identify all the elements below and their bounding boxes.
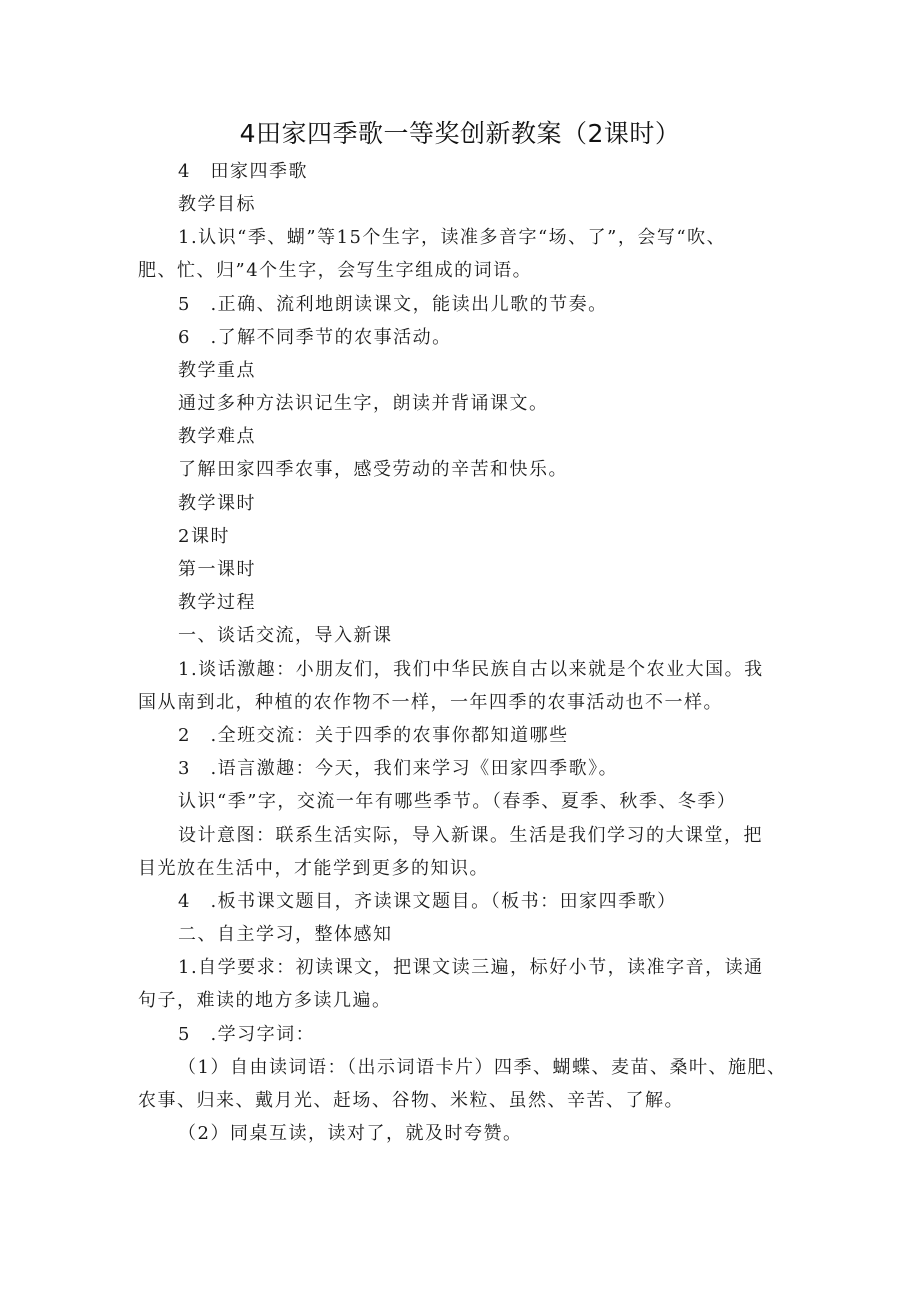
- design-intent-text-continued: 目光放在生活中，才能学到更多的知识。: [138, 858, 489, 879]
- objective-2: 5 .正确、流利地朗读课文，能读出儿歌的节奏。: [178, 294, 608, 315]
- section-heading-objectives: 教学目标: [178, 194, 256, 215]
- step-one-item-3: 3 .语言激趣：今天，我们来学习《田家四季歌》。: [178, 758, 619, 779]
- section-heading-process: 教学过程: [178, 592, 256, 613]
- document-title: 4田家四季歌一等奖创新教案（2课时）: [239, 119, 681, 148]
- step-two-heading: 二、自主学习，整体感知: [178, 924, 393, 945]
- step-one-item-1: 1.谈话激趣：小朋友们，我们中华民族自古以来就是个农业大国。我: [178, 659, 764, 680]
- section-heading-key-points: 教学重点: [178, 360, 256, 381]
- step-two-item-1-continued: 句子，难读的地方多读几遍。: [138, 990, 392, 1011]
- objective-3: 6 .了解不同季节的农事活动。: [178, 327, 452, 348]
- season-recognition-text: 认识“季”字，交流一年有哪些季节。（春季、夏季、秋季、冬季）: [178, 791, 737, 812]
- design-intent-text: 设计意图：联系生活实际，导入新课。生活是我们学习的大课堂，把: [178, 825, 763, 846]
- vocabulary-sub-item-1: （1）自由读词语：（出示词语卡片）四季、蝴蝶、麦苗、桑叶、施肥、: [178, 1057, 787, 1078]
- section-heading-class-hours: 教学课时: [178, 493, 256, 514]
- class-hours-text: 2课时: [178, 526, 230, 547]
- objective-1-continued: 肥、忙、归”4个生字，会写生字组成的词语。: [138, 260, 533, 281]
- step-two-item-1: 1.自学要求：初读课文，把课文读三遍，标好小节，读准字音，读通: [178, 957, 764, 978]
- vocabulary-sub-item-1-continued: 农事、归来、戴月光、赶场、谷物、米粒、虽然、辛苦、了解。: [138, 1090, 684, 1111]
- vocabulary-sub-item-2: （2）同桌互读，读对了，就及时夸赞。: [178, 1123, 523, 1144]
- step-two-item-2: 5 .学习字词：: [178, 1024, 316, 1045]
- difficulties-text: 了解田家四季农事，感受劳动的辛苦和快乐。: [178, 459, 568, 480]
- section-heading-difficulties: 教学难点: [178, 426, 256, 447]
- key-points-text: 通过多种方法识记生字，朗读并背诵课文。: [178, 393, 549, 414]
- step-one-item-4: 4 .板书课文题目，齐读课文题目。（板书：田家四季歌）: [178, 891, 677, 912]
- step-one-heading: 一、谈话交流，导入新课: [178, 625, 393, 646]
- first-lesson-heading: 第一课时: [178, 559, 256, 580]
- lesson-heading: 4 田家四季歌: [178, 161, 308, 182]
- step-one-item-2: 2 .全班交流：关于四季的农事你都知道哪些: [178, 725, 569, 746]
- objective-1: 1.认识“季、蝴”等15个生字，读准多音字“场、了”，会写“吹、: [178, 227, 727, 248]
- step-one-item-1-continued: 国从南到北，种植的农作物不一样，一年四季的农事活动也不一样。: [138, 692, 723, 713]
